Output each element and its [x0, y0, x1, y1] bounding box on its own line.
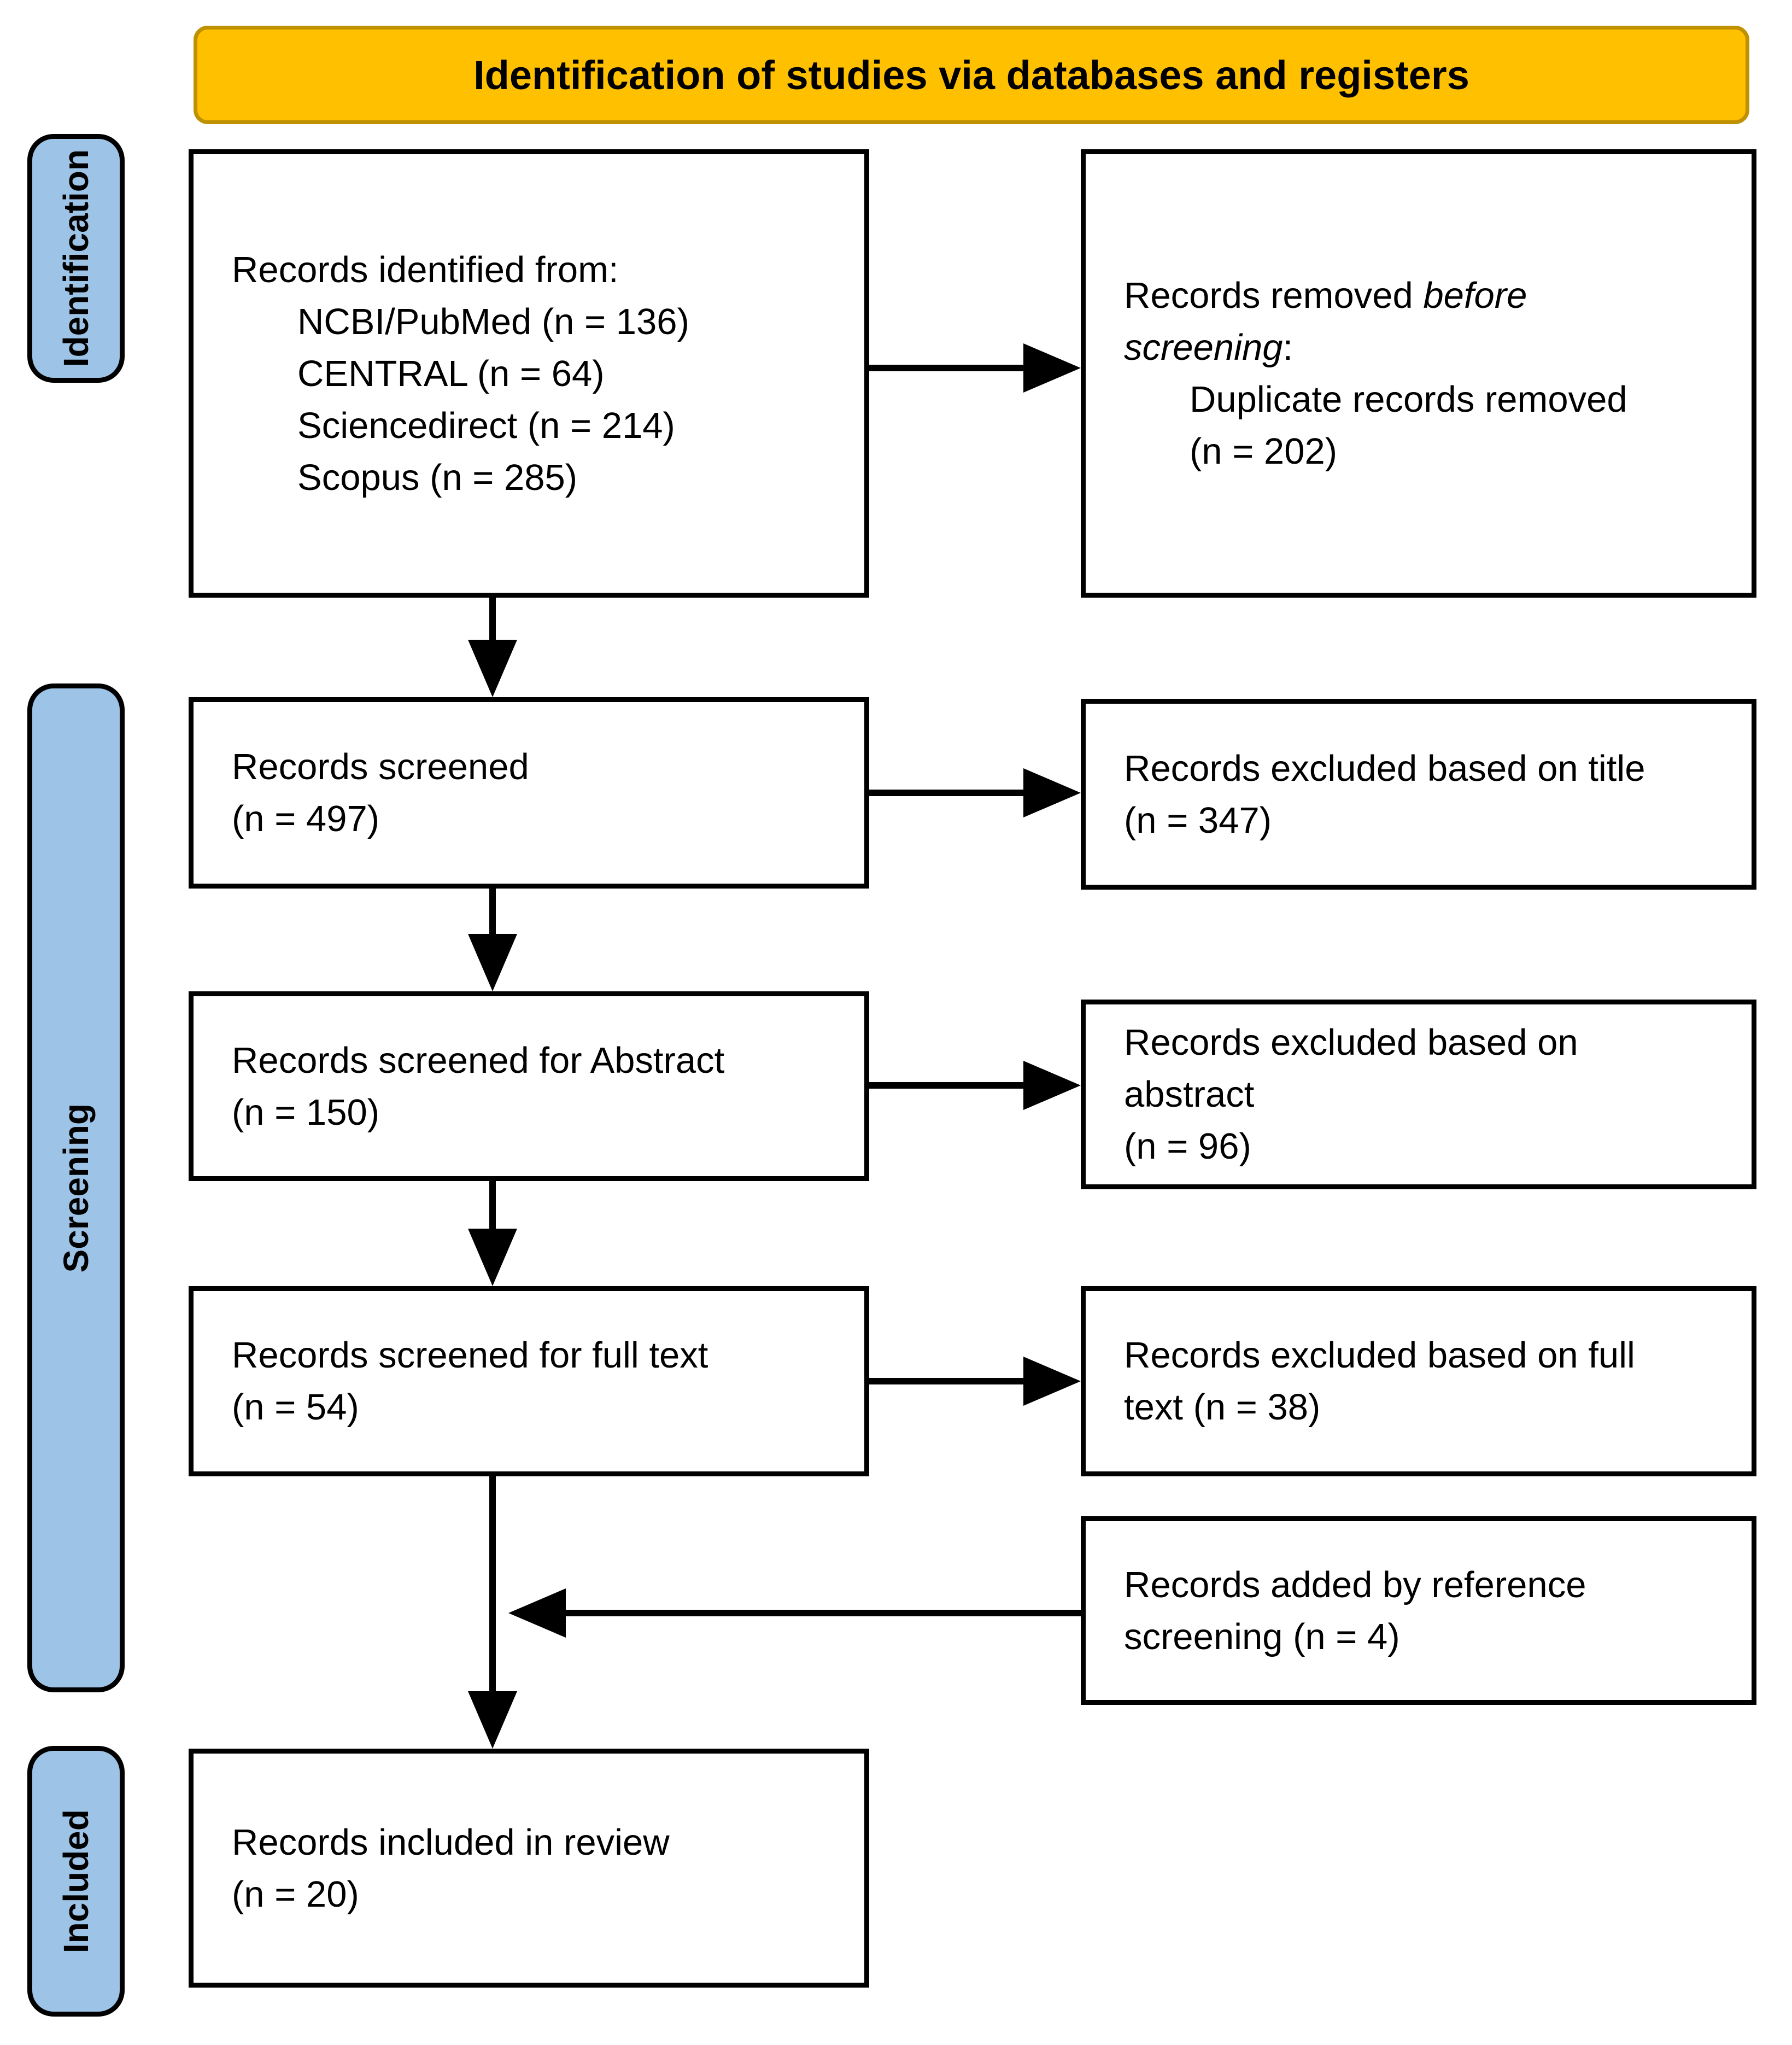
screened-abstract-count: (n = 150): [232, 1091, 380, 1133]
duplicates-removed-count: (n = 202): [1190, 431, 1338, 472]
records-identified-intro: Records identified from:: [232, 249, 619, 290]
included-label: Records included in review: [232, 1821, 670, 1863]
box-records-removed-before-screening: [1081, 149, 1756, 598]
screened-fulltext-count: (n = 54): [232, 1387, 359, 1428]
stage-label-included-text: Included: [56, 1809, 96, 1954]
box-screened-for-abstract: [189, 991, 869, 1181]
reference-added-label-2: screening (n = 4): [1124, 1616, 1400, 1657]
records-screened-label: Records screened: [232, 746, 529, 787]
source-scopus: Scopus (n = 285): [297, 457, 578, 498]
box-excluded-by-title: [1081, 699, 1756, 890]
reference-added-label-1: Records added by reference: [1124, 1564, 1586, 1605]
box-excluded-by-abstract: [1081, 1000, 1756, 1189]
stage-label-identification: [27, 134, 125, 383]
diagram-title: Identification of studies via databases and registers: [473, 52, 1469, 98]
stage-label-included: [27, 1746, 125, 2017]
excluded-abstract-label-2: abstract: [1124, 1074, 1255, 1115]
screened-abstract-label: Records screened for Abstract: [232, 1039, 725, 1081]
excluded-abstract-count: (n = 96): [1124, 1126, 1251, 1167]
records-removed-line2: screening:: [1124, 327, 1293, 368]
excluded-fulltext-label-2: text (n = 38): [1124, 1387, 1321, 1428]
records-screened-count: (n = 497): [232, 798, 380, 839]
source-ncbi-pubmed: NCBI/PubMed (n = 136): [297, 301, 689, 342]
box-records-added-by-reference: [1081, 1516, 1756, 1705]
stage-label-screening-text: Screening: [56, 1103, 96, 1273]
box-records-included: [189, 1749, 869, 1988]
screened-fulltext-label: Records screened for full text: [232, 1335, 708, 1376]
box-screened-for-full-text: [189, 1286, 869, 1476]
excluded-fulltext-label-1: Records excluded based on full: [1124, 1335, 1635, 1376]
excluded-title-label: Records excluded based on title: [1124, 747, 1645, 789]
stage-label-identification-text: Identification: [56, 149, 96, 367]
duplicates-removed-label: Duplicate records removed: [1190, 379, 1627, 420]
source-sciencedirect: Sciencedirect (n = 214): [297, 405, 675, 446]
source-central: CENTRAL (n = 64): [297, 353, 605, 394]
excluded-abstract-label-1: Records excluded based on: [1124, 1022, 1578, 1063]
box-records-identified: [189, 149, 869, 598]
box-records-screened: [189, 697, 869, 889]
diagram-title-banner: [194, 26, 1749, 124]
stage-label-screening: [27, 683, 125, 1692]
excluded-title-count: (n = 347): [1124, 799, 1272, 841]
included-count: (n = 20): [232, 1873, 359, 1915]
records-removed-line1: Records removed before: [1124, 275, 1527, 316]
box-excluded-by-full-text: [1081, 1286, 1756, 1476]
